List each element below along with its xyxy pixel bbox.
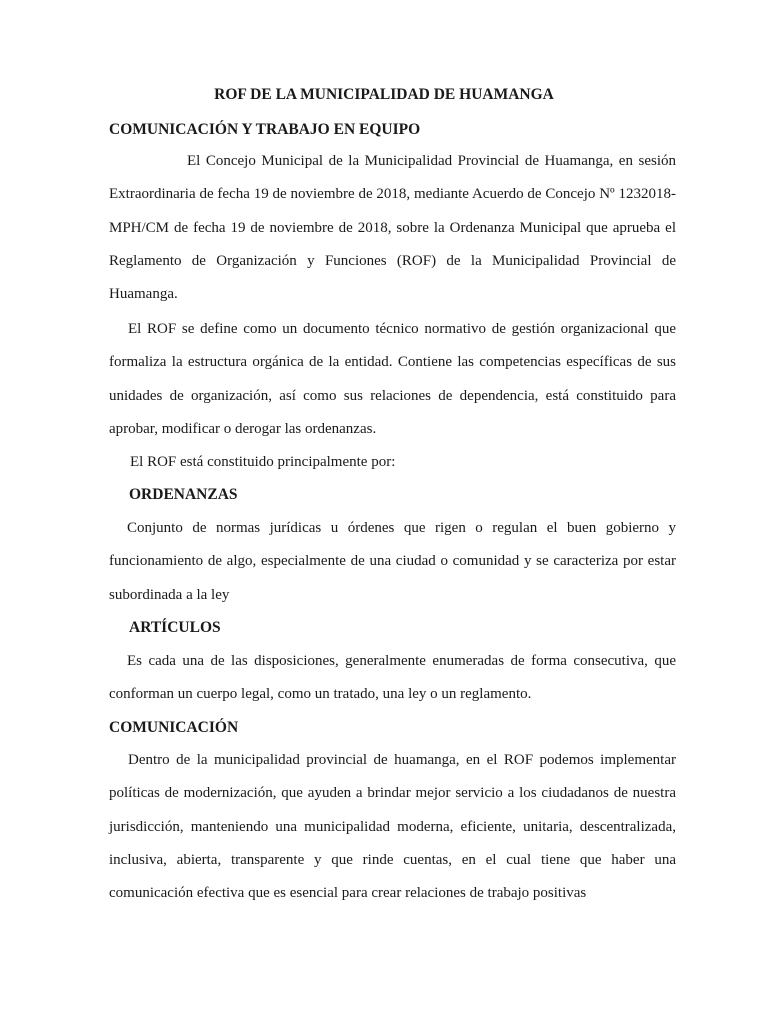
ordenanzas-paragraph: Conjunto de normas jurídicas u órdenes que rigen o regulan el buen gobierno y funcionamiento de algo, especialmente de una ciudad o comunidad y se caracteriza por estar subordinada a la ley: [109, 520, 676, 603]
document-title: ROF DE LA MUNICIPALIDAD DE HUAMANGA: [214, 86, 554, 103]
articulos-paragraph: Es cada una de las disposiciones, generalmente enumeradas de forma consecutiva, que conforman un cuerpo legal, como un tratado, una ley o un reglamento.: [109, 653, 676, 703]
definition-paragraph: El ROF se define como un documento técnico normativo de gestión organizacional que formaliza la estructura orgánica de la entidad. Contiene las competencias específicas de sus unidades de organización, así como sus relaciones de dependencia, está constituido para aprobar, modificar o derogar las ordenanzas.: [109, 321, 676, 437]
articulos-heading: ARTÍCULOS: [129, 619, 221, 636]
constituted-line: El ROF está constituido principalmente por:: [130, 454, 396, 470]
main-heading: COMUNICACIÓN Y TRABAJO EN EQUIPO: [109, 121, 421, 138]
comunicacion-paragraph: Dentro de la municipalidad provincial de huamanga, en el ROF podemos implementar políticas de modernización, que ayuden a brindar mejor servicio a los ciudadanos de nuestra jurisdicción, manteniendo una municipalidad moderna, eficiente, unitaria, descentralizada, inclusiva, abierta, transparente y que rinde cuentas, en el cual tiene que haber una comunicación efectiva que es esencial para crear relaciones de trabajo positivas: [109, 752, 676, 902]
comunicacion-heading: COMUNICACIÓN: [109, 719, 239, 736]
intro-paragraph: El Concejo Municipal de la Municipalidad Provincial de Huamanga, en sesión Extraordinaria de fecha 19 de noviembre de 2018, mediante Acuerdo de Concejo Nº 1232018-MPH/CM de fecha 19 de noviembre de 2018, sobre la Ordenanza Municipal que aprueba el Reglamento de Organización y Funciones (ROF) de la Municipalidad Provincial de Huamanga.: [109, 153, 676, 303]
ordenanzas-heading: ORDENANZAS: [129, 486, 238, 503]
